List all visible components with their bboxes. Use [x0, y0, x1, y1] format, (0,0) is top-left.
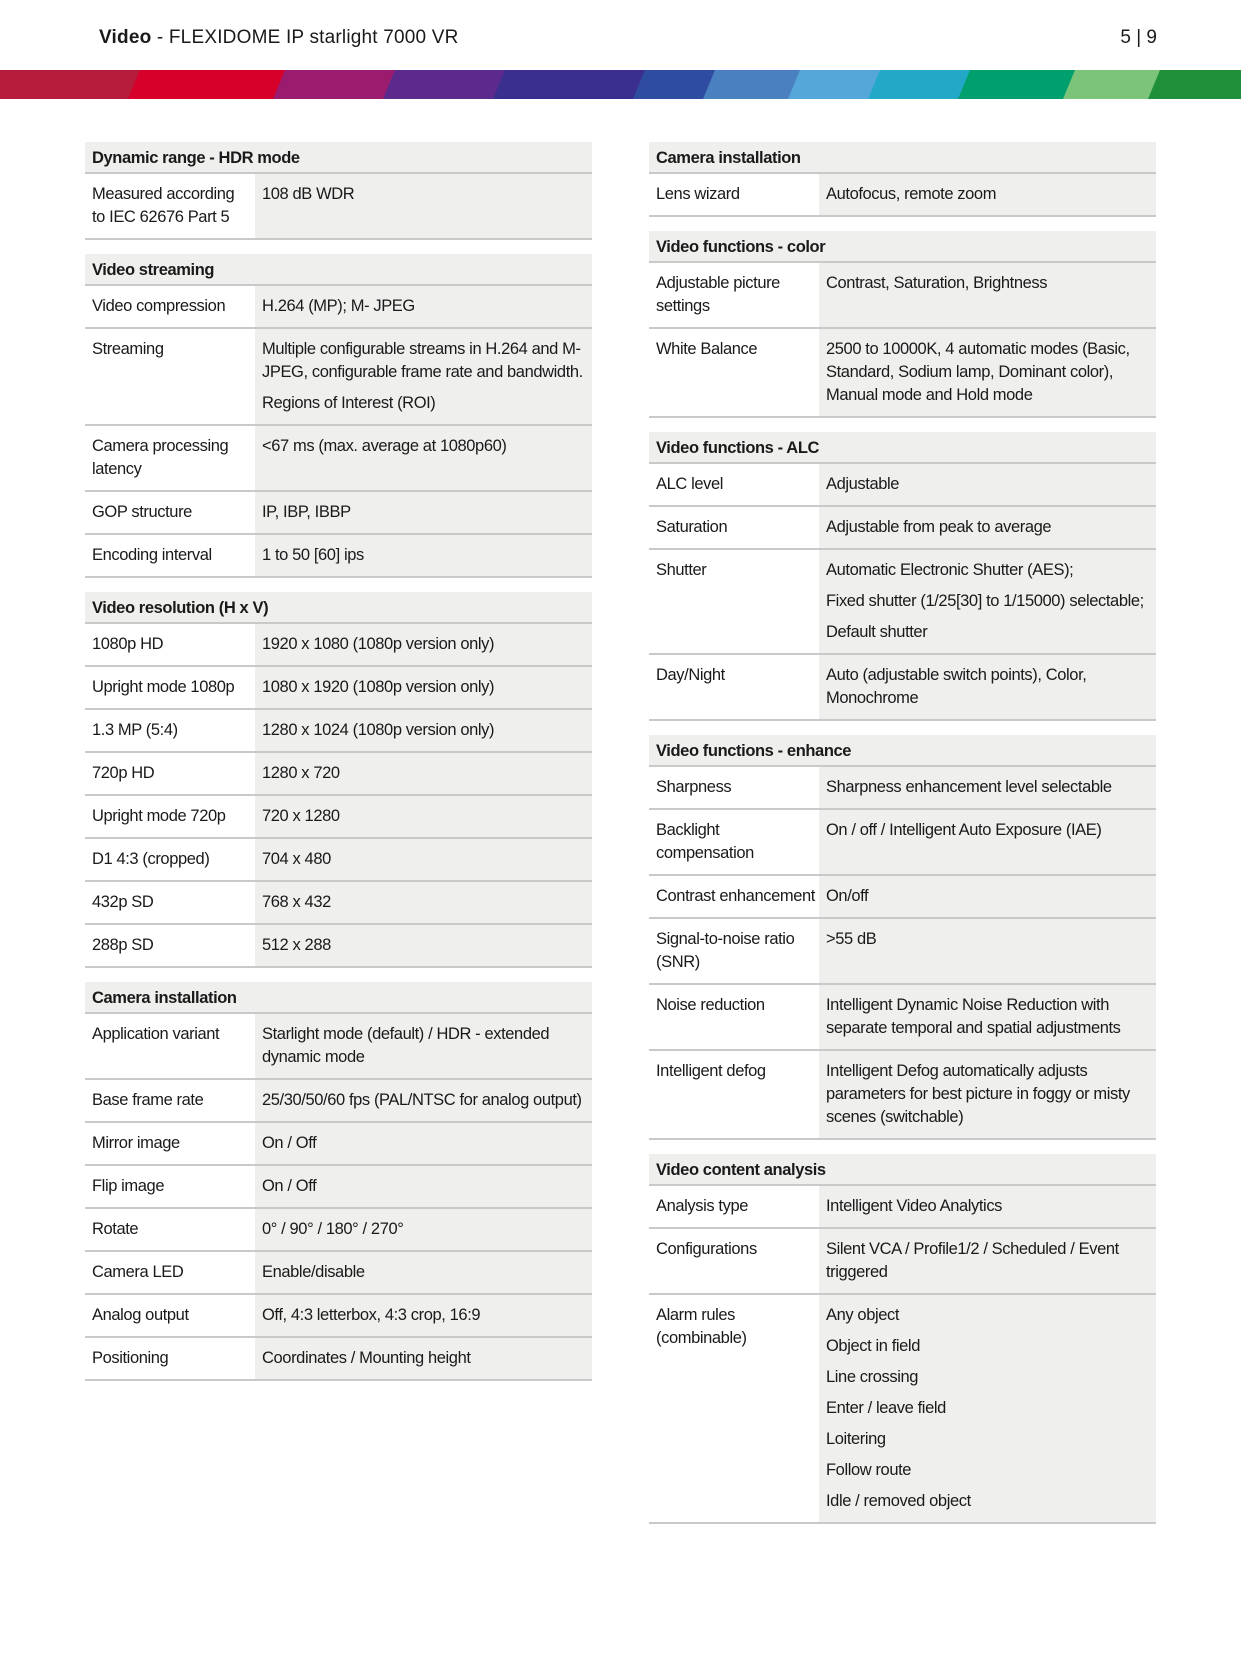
spec-value — [819, 919, 1156, 983]
spec-label: D1 4:3 (cropped) — [85, 839, 255, 880]
spec-label: Application variant — [85, 1014, 255, 1078]
spec-label: Base frame rate — [85, 1080, 255, 1121]
spec-value-line: Starlight mode (default) / HDR - extended dynamic mode — [262, 1025, 550, 1066]
spec-value — [255, 624, 592, 665]
spec-label: Streaming — [85, 329, 255, 424]
section-heading: Video streaming — [85, 254, 592, 286]
spec-row — [85, 535, 592, 578]
spec-value — [819, 810, 1156, 874]
spec-value-line: 1920 x 1080 (1080p version only) — [262, 635, 495, 653]
spec-label: Configurations — [649, 1229, 819, 1293]
spec-value-line: 1080 x 1920 (1080p version only) — [262, 678, 495, 696]
spec-value — [819, 767, 1156, 808]
spec-label: Video compression — [85, 286, 255, 327]
spec-row — [85, 174, 592, 240]
spec-row — [85, 1123, 592, 1166]
spec-value-line: 0° / 90° / 180° / 270° — [262, 1220, 404, 1238]
spec-value — [255, 882, 592, 923]
spec-row — [85, 1209, 592, 1252]
spec-label: ALC level — [649, 464, 819, 505]
spec-row — [649, 507, 1156, 550]
spec-section-camera-installation — [85, 982, 592, 1381]
spec-row — [649, 1229, 1156, 1295]
spec-label: Upright mode 720p — [85, 796, 255, 837]
spec-value-line: Sharpness enhancement level selectable — [826, 778, 1112, 796]
spec-label: Noise reduction — [649, 985, 819, 1049]
spec-value-line: Enter / leave field — [826, 1399, 946, 1417]
section-heading: Video content analysis — [649, 1154, 1156, 1186]
spec-value — [255, 1080, 592, 1121]
section-heading: Camera installation — [85, 982, 592, 1014]
spec-row — [649, 263, 1156, 329]
spec-value — [255, 286, 592, 327]
spec-value — [819, 1051, 1156, 1138]
spec-value-line: 704 x 480 — [262, 850, 331, 868]
spec-row — [649, 464, 1156, 507]
spec-value — [255, 925, 592, 966]
spec-value-line: H.264 (MP); M- JPEG — [262, 297, 415, 315]
spec-value-line: Any object — [826, 1306, 900, 1324]
spec-value-line: Coordinates / Mounting height — [262, 1349, 471, 1367]
spec-value-line: 2500 to 10000K, 4 automatic modes (Basic, Standard, Sodium lamp, Dominant color), Manual mode and Hold mode — [826, 340, 1130, 404]
spec-value — [819, 174, 1156, 215]
color-band-segment — [1148, 70, 1241, 99]
spec-value-line: Adjustable from peak to average — [826, 518, 1052, 536]
spec-value-line: 108 dB WDR — [262, 185, 355, 203]
spec-row — [649, 329, 1156, 418]
spec-row — [85, 796, 592, 839]
spec-label: Measured according to IEC 62676 Part 5 — [85, 174, 255, 238]
spec-row — [649, 810, 1156, 876]
spec-row — [85, 1338, 592, 1381]
spec-section-video-resolution-h-x-v — [85, 592, 592, 968]
spec-value — [255, 426, 592, 490]
spec-value-line: Regions of Interest (ROI) — [262, 394, 436, 412]
spec-value — [255, 1123, 592, 1164]
spec-row — [649, 1295, 1156, 1524]
spec-value — [819, 876, 1156, 917]
spec-section-dynamic-range-hdr-mode — [85, 142, 592, 240]
spec-value — [819, 507, 1156, 548]
spec-value — [819, 329, 1156, 416]
spec-value-line: IP, IBP, IBBP — [262, 503, 351, 521]
spec-label: Mirror image — [85, 1123, 255, 1164]
spec-row — [649, 876, 1156, 919]
spec-value — [255, 174, 592, 238]
left-spec-column — [85, 142, 592, 1395]
spec-label: Camera processing latency — [85, 426, 255, 490]
spec-value — [819, 464, 1156, 505]
spec-row — [85, 1080, 592, 1123]
spec-label: Positioning — [85, 1338, 255, 1379]
spec-label: GOP structure — [85, 492, 255, 533]
spec-value-line: On / off / Intelligent Auto Exposure (IAE) — [826, 821, 1102, 839]
spec-value-line: 1 to 50 [60] ips — [262, 546, 364, 564]
spec-value-line: 768 x 432 — [262, 893, 331, 911]
spec-value-line: 1280 x 720 — [262, 764, 340, 782]
spec-label: Camera LED — [85, 1252, 255, 1293]
spec-label: Alarm rules (combinable) — [649, 1295, 819, 1522]
document-title-category: Video — [99, 27, 152, 48]
color-band-segment — [493, 70, 657, 99]
spec-value-line: Line crossing — [826, 1368, 919, 1386]
spec-value — [255, 535, 592, 576]
page-header — [0, 0, 1241, 70]
spec-label: Adjustable picture settings — [649, 263, 819, 327]
spec-value-line: Intelligent Defog automatically adjusts parameters for best picture in foggy or misty scenes (switchable) — [826, 1062, 1130, 1126]
spec-row — [85, 1166, 592, 1209]
spec-row — [85, 1295, 592, 1338]
spec-value — [819, 263, 1156, 327]
spec-value — [255, 1295, 592, 1336]
spec-row — [85, 839, 592, 882]
spec-label: Backlight compensation — [649, 810, 819, 874]
spec-value-line: Loitering — [826, 1430, 886, 1448]
section-heading: Camera installation — [649, 142, 1156, 174]
spec-value — [255, 492, 592, 533]
spec-label: Signal-to-noise ratio (SNR) — [649, 919, 819, 983]
spec-row — [85, 426, 592, 492]
spec-label: 1080p HD — [85, 624, 255, 665]
spec-row — [85, 1252, 592, 1295]
spec-value-line: Idle / removed object — [826, 1492, 971, 1510]
spec-value — [255, 667, 592, 708]
spec-value — [255, 1166, 592, 1207]
spec-value-line: Contrast, Saturation, Brightness — [826, 274, 1048, 292]
spec-value — [255, 1252, 592, 1293]
spec-row — [85, 925, 592, 968]
section-heading: Dynamic range - HDR mode — [85, 142, 592, 174]
spec-section-video-functions-alc — [649, 432, 1156, 721]
spec-label: Flip image — [85, 1166, 255, 1207]
spec-value-line: On / Off — [262, 1177, 317, 1195]
spec-value-line: Default shutter — [826, 623, 928, 641]
spec-row — [85, 329, 592, 426]
spec-value-line: Follow route — [826, 1461, 912, 1479]
spec-label: White Balance — [649, 329, 819, 416]
spec-value-line: >55 dB — [826, 930, 877, 948]
spec-section-video-functions-color — [649, 231, 1156, 418]
spec-label: Lens wizard — [649, 174, 819, 215]
spec-row — [649, 985, 1156, 1051]
spec-value-line: 1280 x 1024 (1080p version only) — [262, 721, 495, 739]
spec-row — [85, 492, 592, 535]
right-spec-column — [649, 142, 1156, 1538]
spec-value — [819, 985, 1156, 1049]
spec-label: Day/Night — [649, 655, 819, 719]
spec-label: Encoding interval — [85, 535, 255, 576]
spec-row — [649, 767, 1156, 810]
document-title — [99, 27, 459, 49]
spec-row — [85, 753, 592, 796]
document-title-product: - FLEXIDOME IP starlight 7000 VR — [151, 27, 459, 48]
spec-value — [819, 550, 1156, 653]
spec-row — [85, 624, 592, 667]
spec-value-line: Off, 4:3 letterbox, 4:3 crop, 16:9 — [262, 1306, 481, 1324]
spec-value — [819, 1295, 1156, 1522]
spec-label: Analysis type — [649, 1186, 819, 1227]
spec-label: Upright mode 1080p — [85, 667, 255, 708]
spec-value — [255, 1338, 592, 1379]
spec-value-line: 512 x 288 — [262, 936, 331, 954]
color-band-segment — [128, 70, 297, 99]
spec-section-video-streaming — [85, 254, 592, 578]
spec-section-camera-installation — [649, 142, 1156, 217]
color-band — [0, 70, 1241, 99]
spec-value-line: On/off — [826, 887, 869, 905]
spec-label: Rotate — [85, 1209, 255, 1250]
spec-row — [85, 710, 592, 753]
spec-value-line: 25/30/50/60 fps (PAL/NTSC for analog output) — [262, 1091, 582, 1109]
spec-value — [255, 710, 592, 751]
spec-value-line: Multiple configurable streams in H.264 and M-JPEG, configurable frame rate and bandwidth. — [262, 340, 583, 381]
spec-value-line: Enable/disable — [262, 1263, 365, 1281]
spec-value — [255, 329, 592, 424]
spec-row — [649, 1186, 1156, 1229]
spec-value — [819, 1229, 1156, 1293]
spec-row — [85, 1014, 592, 1080]
spec-label: Saturation — [649, 507, 819, 548]
spec-value-line: On / Off — [262, 1134, 317, 1152]
spec-value — [819, 1186, 1156, 1227]
spec-value-line: <67 ms (max. average at 1080p60) — [262, 437, 507, 455]
spec-value-line: Intelligent Video Analytics — [826, 1197, 1003, 1215]
spec-row — [649, 174, 1156, 217]
spec-row — [649, 1051, 1156, 1140]
spec-section-video-content-analysis — [649, 1154, 1156, 1524]
spec-value-line: Fixed shutter (1/25[30] to 1/15000) selectable; — [826, 592, 1144, 610]
spec-section-video-functions-enhance — [649, 735, 1156, 1140]
section-heading: Video functions - enhance — [649, 735, 1156, 767]
spec-value-line: Intelligent Dynamic Noise Reduction with separate temporal and spatial adjustments — [826, 996, 1121, 1037]
color-band-segment — [0, 70, 152, 99]
spec-row — [649, 655, 1156, 721]
spec-value-line: Silent VCA / Profile1/2 / Scheduled / Event triggered — [826, 1240, 1119, 1281]
spec-row — [649, 919, 1156, 985]
spec-value-line: Object in field — [826, 1337, 920, 1355]
page-number: 5 | 9 — [1120, 27, 1157, 48]
spec-label: 1.3 MP (5:4) — [85, 710, 255, 751]
spec-value — [255, 753, 592, 794]
spec-label: 288p SD — [85, 925, 255, 966]
spec-label: 432p SD — [85, 882, 255, 923]
section-heading: Video resolution (H x V) — [85, 592, 592, 624]
spec-value-line: Autofocus, remote zoom — [826, 185, 997, 203]
spec-value — [255, 839, 592, 880]
spec-value — [255, 1014, 592, 1078]
spec-value — [255, 1209, 592, 1250]
spec-value-line: Automatic Electronic Shutter (AES); — [826, 561, 1074, 579]
spec-label: Intelligent defog — [649, 1051, 819, 1138]
spec-value — [819, 655, 1156, 719]
spec-value — [255, 796, 592, 837]
spec-label: Contrast enhancement — [649, 876, 819, 917]
spec-row — [85, 286, 592, 329]
spec-value-line: Adjustable — [826, 475, 900, 493]
spec-row — [649, 550, 1156, 655]
spec-label: Shutter — [649, 550, 819, 653]
spec-value-line: Auto (adjustable switch points), Color, Monochrome — [826, 666, 1087, 707]
spec-label: Sharpness — [649, 767, 819, 808]
section-heading: Video functions - color — [649, 231, 1156, 263]
spec-row — [85, 882, 592, 925]
spec-label: 720p HD — [85, 753, 255, 794]
spec-label: Analog output — [85, 1295, 255, 1336]
section-heading: Video functions - ALC — [649, 432, 1156, 464]
spec-value-line: 720 x 1280 — [262, 807, 340, 825]
spec-row — [85, 667, 592, 710]
color-band-graphic — [0, 70, 1241, 99]
